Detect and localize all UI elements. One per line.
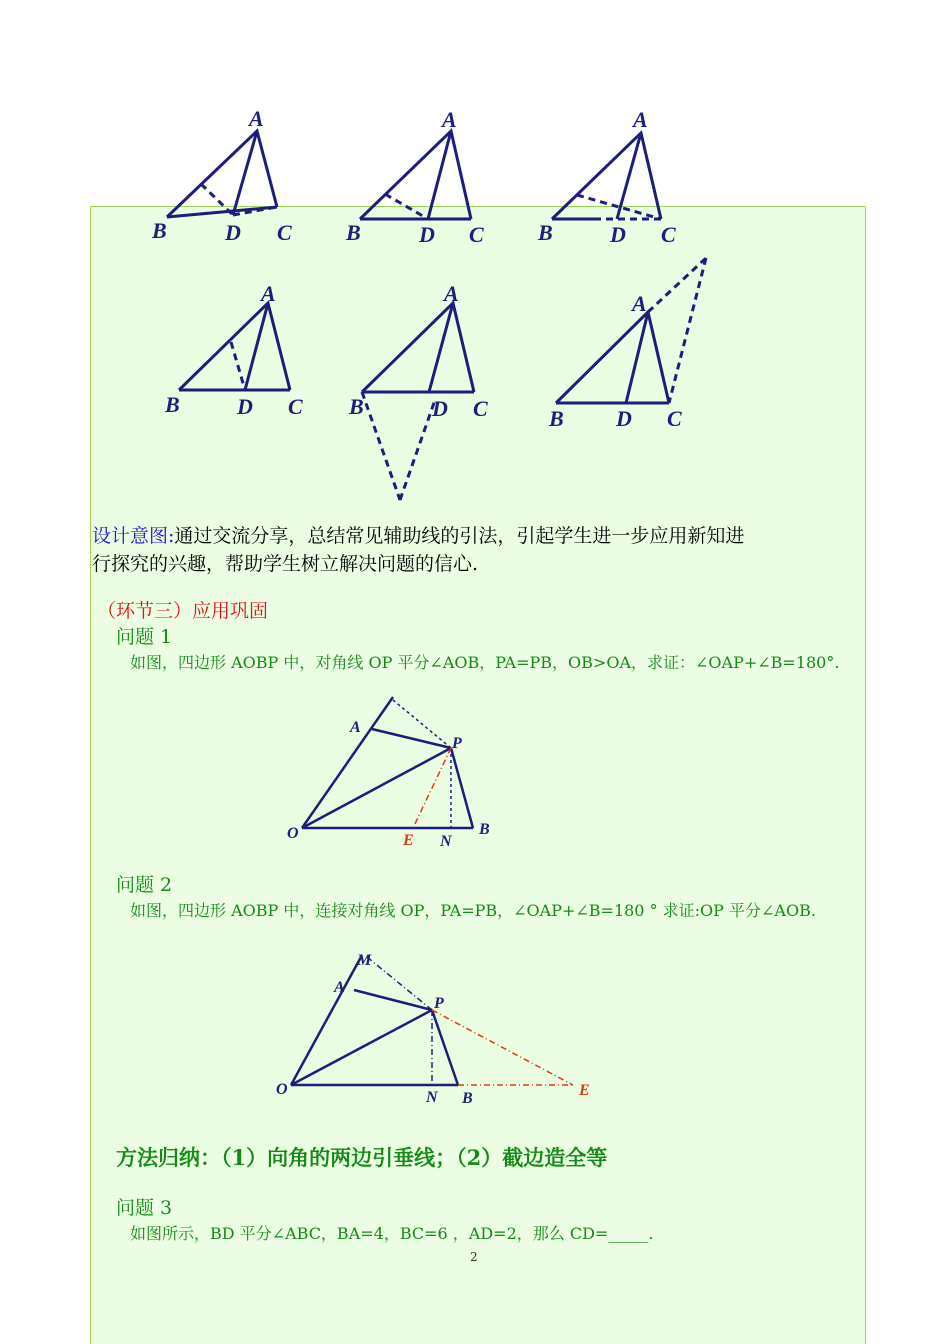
label-n: N [426, 1089, 438, 1106]
label-n: N [440, 833, 452, 850]
label-d: D [616, 406, 632, 431]
label-d: D [225, 220, 241, 245]
label-p: P [434, 995, 444, 1012]
figure-1-2 [340, 105, 500, 250]
label-m: M [357, 952, 372, 969]
label-d: D [237, 394, 253, 419]
design-intent-line2: 行探究的兴趣，帮助学生树立解决问题的信心. [92, 553, 479, 575]
page-number: 2 [470, 1250, 478, 1264]
label-d: D [432, 396, 448, 421]
label-a: A [350, 719, 361, 736]
label-a: A [261, 281, 276, 306]
label-a: A [633, 107, 648, 132]
figure-2-3 [540, 250, 720, 440]
label-a: A [442, 107, 457, 132]
label-b: B [165, 392, 180, 417]
label-b: B [462, 1090, 473, 1107]
problem-1-figure [280, 690, 520, 850]
problem-2-text: 如图，四边形 AOBP 中，连接对角线 OP，PA=PB，∠OAP+∠B=180 ° 求证:OP 平分∠AOB. [130, 901, 816, 920]
label-a: A [632, 291, 647, 316]
label-c: C [473, 396, 488, 421]
label-c: C [661, 222, 676, 247]
problem-2-figure [268, 945, 608, 1115]
method-summary: 方法归纳：（1）向角的两边引垂线；（2）截边造全等 [116, 1145, 608, 1170]
label-e: E [579, 1082, 590, 1099]
design-intent-label: 设计意图: [92, 525, 175, 547]
label-o: O [276, 1081, 288, 1098]
label-c: C [667, 406, 682, 431]
label-d: D [610, 222, 626, 247]
problem-1-title: 问题 1 [116, 626, 173, 648]
label-a: A [249, 106, 264, 131]
label-a: A [334, 979, 345, 996]
label-o: O [287, 825, 299, 842]
section-title: （环节三）应用巩固 [97, 600, 269, 622]
label-c: C [288, 394, 303, 419]
label-c: C [469, 222, 484, 247]
figure-1-1 [145, 105, 305, 250]
label-p: P [452, 735, 462, 752]
label-a: A [444, 281, 459, 306]
problem-3-title: 问题 3 [116, 1197, 173, 1219]
label-b: B [152, 218, 167, 243]
figure-1-3 [533, 105, 693, 250]
label-b: B [349, 394, 364, 419]
figure-2-1 [160, 280, 320, 425]
figure-2-2 [345, 280, 505, 510]
label-b: B [346, 220, 361, 245]
design-intent-line1: 通过交流分享，总结常见辅助线的引法，引起学生进一步应用新知进 [174, 525, 745, 547]
label-b: B [479, 821, 490, 838]
label-c: C [277, 220, 292, 245]
label-d: D [419, 222, 435, 247]
label-e: E [403, 832, 414, 849]
problem-2-title: 问题 2 [116, 874, 173, 896]
design-intent [92, 522, 744, 578]
problem-1-text: 如图，四边形 AOBP 中，对角线 OP 平分∠AOB，PA=PB，OB>OA，求证：∠OAP+∠B=180°. [130, 653, 840, 672]
label-b: B [538, 220, 553, 245]
problem-3-text: 如图所示，BD 平分∠ABC，BA=4，BC=6 ，AD=2，那么 CD=_____. [130, 1224, 654, 1243]
label-b: B [549, 406, 564, 431]
